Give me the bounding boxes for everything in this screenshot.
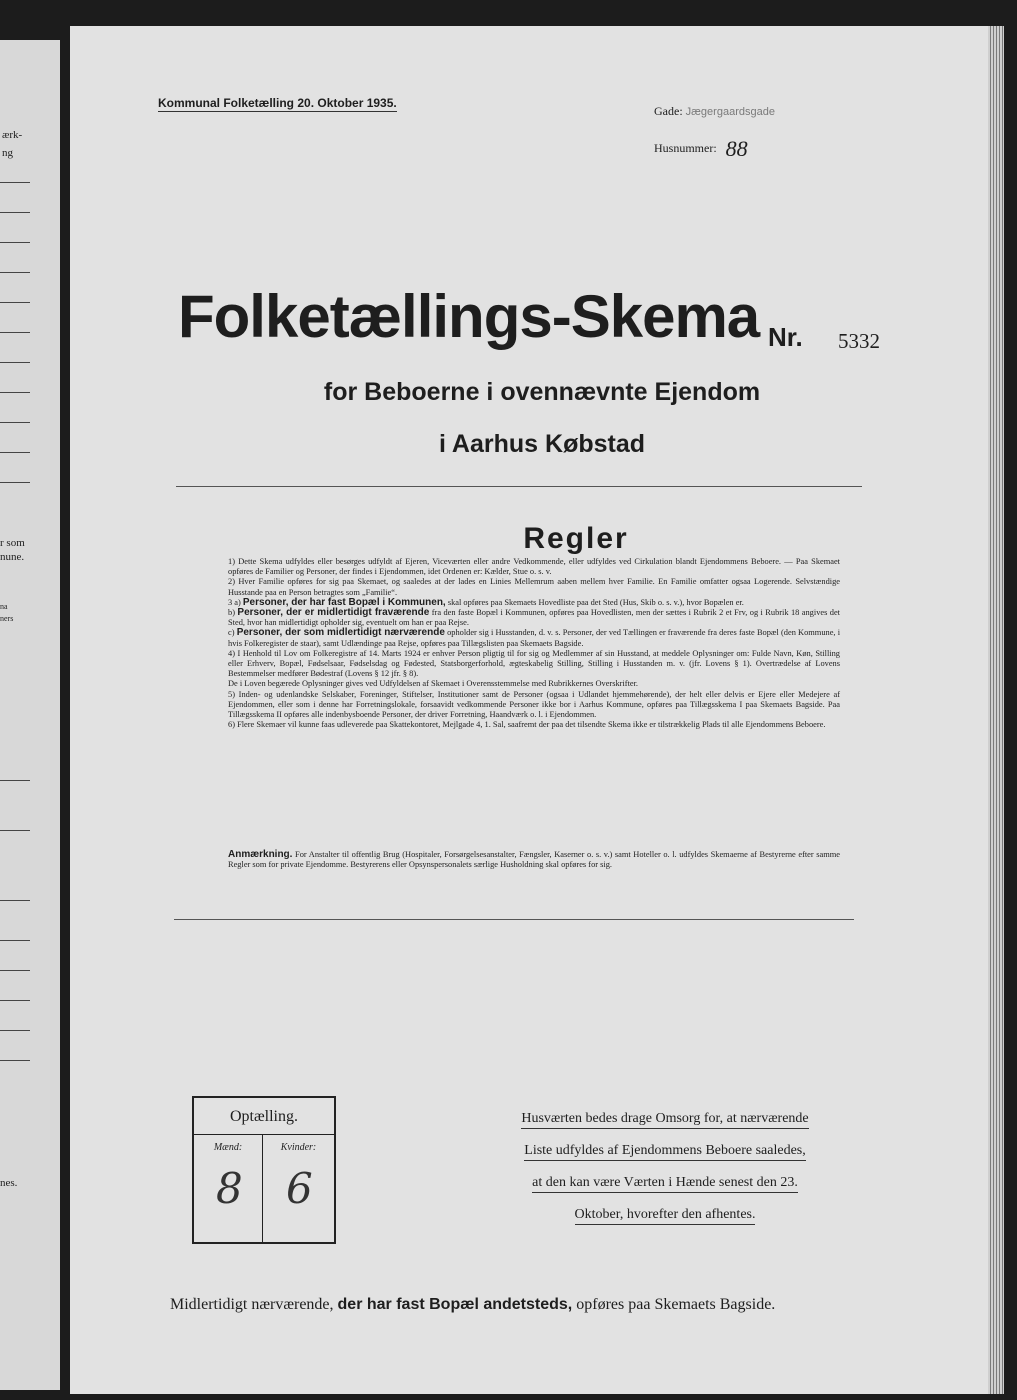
census-header: Kommunal Folketælling 20. Oktober 1935. [158,96,397,110]
rule-emphasis: Personer, der har fast Bopæl i Kommunen, [242,596,446,608]
rule-emphasis: Personer, der som midlertidigt nærværende [236,627,445,639]
notice-line: Liste udfyldes af Ejendommens Beboere saaledes, [524,1142,805,1161]
maend-label: Mænd: [213,1142,243,1153]
left-rule [0,392,30,393]
rule-paragraph: 1) Dette Skema udfyldes eller besørges udfyldt af Ejeren, Viceværten eller andre Vedkommende, eller udfyldes ved Cirkulation blandt Ejendommens Beboere. — Paa Skemaet opføres de Familier og Personer, der findes i Ejendommen, idet Ordenen er: Kælder, Stue o. s. v. [228,557,840,577]
rule-paragraph: 4) I Henhold til Lov om Folkeregistre af 14. Marts 1924 er enhver Person pligtig til for sig og Medlemmer af sin Husstand, at meddele Oplysninger om: Fulde Navn, Køn, Stilling eller Erhverv, Bopæl, Fødselsaar, Fødselsdag og Fødested, Statsborgerforhold, ægteskabelig Stilling, Stilling i Husstanden m. v. (jfr. Lovens § 1). Overtrædelse af Lovens Bestemmelser medfører Bødestraf (Lovens § 12 jfr. § 8). [228,648,840,679]
notice-line: Husværten bedes drage Omsorg for, at nærværende [521,1110,808,1129]
form-nr-value: 5332 [838,329,880,353]
form-subtitle: for Beboerne i ovennævnte Ejendom [323,378,761,406]
left-fragment-text: r som [0,537,25,549]
footer-text: Midlertidigt nærværende, [170,1296,334,1313]
rules-text [228,557,840,730]
rule-paragraph: De i Loven begærede Oplysninger gives ved Udfyldelsen af Skemaet i Overensstemmelse med Rubrikkernes Overskrifter. [228,679,639,689]
rule-text: fra den faste Bopæl i Kommunen, opføres paa Hovedlisten, men der sættes i Rubrik 2 et Frv, og i Rubrik 18 angives det Sted, hvor han midlertidigt opholder sig, eventuelt om han er paa Rejse. [228,608,841,628]
rule-text: skal opføres paa Skemaets Hovedliste paa det Sted (Hus, Skib o. s. v.), hvor Bopælen er. [447,597,744,607]
rule-text: opholder sig i Husstanden, d. v. s. Personer, der ved Tællingen er fraværende fra deres faste Bopæl (den Kommune, i hvis Folkeregister de staar), samt Udlændinge paa Rejse, opføres paa Tillægslisten paa Skemaets Bagside. [228,628,841,648]
left-rule [0,1030,30,1031]
footer-note [170,1296,946,1314]
optaelling-box [192,1096,336,1244]
left-rule [0,182,30,183]
rule-paragraph: 6) Flere Skemaer vil kunne faas udleverede paa Skattekontoret, Mejlgade 4, 1. Sal, saafremt der paa det tilsendte Skema ikke er tilstrækkelig Plads til alle Ejendommens Beboere. [228,720,826,730]
left-rule [0,970,30,971]
rule-number: c) [228,628,235,638]
left-rule [0,780,30,781]
footer-emphasis: der har fast Bopæl andetsteds, [337,1296,573,1313]
left-rule [0,940,30,941]
left-fragment-text: ærk- [2,129,23,141]
left-rule [0,422,30,423]
left-rule [0,242,30,243]
left-rule [0,212,30,213]
notice-line: at den kan være Værten i Hænde senest den 23. [532,1174,798,1193]
left-fragment-text: nes. [0,1177,18,1189]
box-divider [194,1134,334,1135]
rule-paragraph: 2) Hver Familie opføres for sig paa Skemaet, og saaledes at der lades en Linies Mellemrum aaben mellem hver Familie. En Familie omfatter ogsaa Logerende. Selvstændige Husstande paa en Person betragtes som „Familie“. [228,577,840,597]
left-fragment-text: ners [0,614,14,623]
left-rule [0,272,30,273]
left-fragment-text: nune. [0,551,25,563]
anmaerkning-label: Anmærkning. [228,849,293,860]
divider [174,919,854,920]
kvinder-count: 6 [286,1164,313,1213]
left-rule [0,1000,30,1001]
kvinder-label: Kvinder: [280,1142,317,1153]
rule-paragraph: 5) Inden- og udenlandske Selskaber, Foreninger, Stiftelser, Institutioner samt de Personer (ogsaa i Udlandet hjemmehørende), der helt eller delvis er Ejere eller Medejere af Ejendommen, eller som i denne har Forretningslokale, forsaavidt vedkommende Personer ikke bor i Aarhus Kommune, opføres paa Tillægsskema I paa Skemaets Bagside. Paa Tillægsskema II opføres alle indenbysboende Personer, der driver Forretning, Haandværk o. l. i Ejendommen. [228,689,840,720]
gade-label: Gade: [654,104,683,118]
left-rule [0,1060,30,1061]
rule-paragraph [228,628,840,648]
left-page-fragment [0,40,60,1390]
footer-text: opføres paa Skemaets Bagside. [576,1296,776,1313]
left-rule [0,830,30,831]
form-subtitle-city: i Aarhus Købstad [438,430,646,458]
census-form-page [70,26,988,1394]
left-rule [0,482,30,483]
divider [176,486,862,487]
left-fragment-text: na [0,602,8,611]
husnummer-label: Husnummer: [654,141,717,155]
form-nr-label: Nr. [768,322,803,352]
left-rule [0,900,30,901]
left-fragment-text: ng [2,147,13,159]
form-title: Folketællings-Skema [178,283,760,350]
optaelling-title: Optælling. [229,1108,298,1125]
rule-paragraph [228,608,840,628]
left-rule [0,452,30,453]
landlord-notice [488,1110,842,1238]
left-rule [0,302,30,303]
husnummer-value: 88 [725,136,748,161]
anmaerkning-text: For Anstalter til offentlig Brug (Hospitaler, Forsørgelsesanstalter, Fængsler, Kaserner o. s. v.) samt Hoteller o. l. udfyldes Skemaerne af Bestyrerne efter samme Regler som for private Ejendomme. Bestyrerens eller Opsynspersonalets særlige Husholdning skal opføres for sig. [228,850,840,870]
rule-emphasis: Personer, der er midlertidigt fraværende [237,607,430,619]
left-rule [0,362,30,363]
page-edges [988,26,1004,1394]
gade-value: Jægergaardsgade [685,106,775,118]
gade-field [654,104,775,119]
rules-heading: Regler [523,522,629,555]
maend-count: 8 [216,1164,243,1213]
rule-number: b) [228,608,235,618]
left-rule [0,332,30,333]
anmaerkning [228,850,840,870]
notice-line: Oktober, hvorefter den afhentes. [575,1206,756,1225]
husnummer-field [654,136,748,162]
rule-number: 3 a) [228,597,241,607]
